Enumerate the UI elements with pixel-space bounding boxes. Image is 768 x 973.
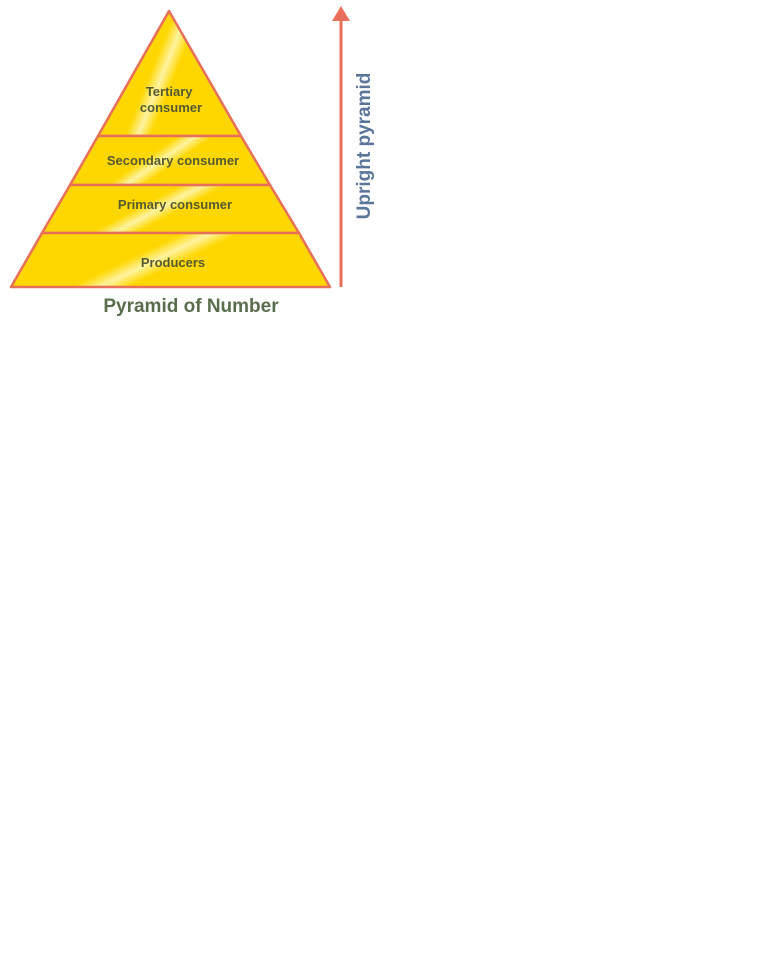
tier-label-secondary: Secondary consumer [106,153,240,168]
tier-label-tertiary-line1: Tertiary [145,84,193,99]
tier-label-tertiary-line2: consumer [139,100,203,115]
diagram-title: Pyramid of Number [103,296,279,317]
upward-arrow-head-icon [332,6,350,21]
tier-label-tertiary [140,84,202,115]
pyramid-tier-tertiary [98,11,241,136]
tier-label-producers: Producers [140,255,206,270]
direction-label: Upright pyramid [354,72,375,220]
pyramid-diagram [0,0,400,330]
tier-label-primary: Primary consumer [117,197,233,212]
